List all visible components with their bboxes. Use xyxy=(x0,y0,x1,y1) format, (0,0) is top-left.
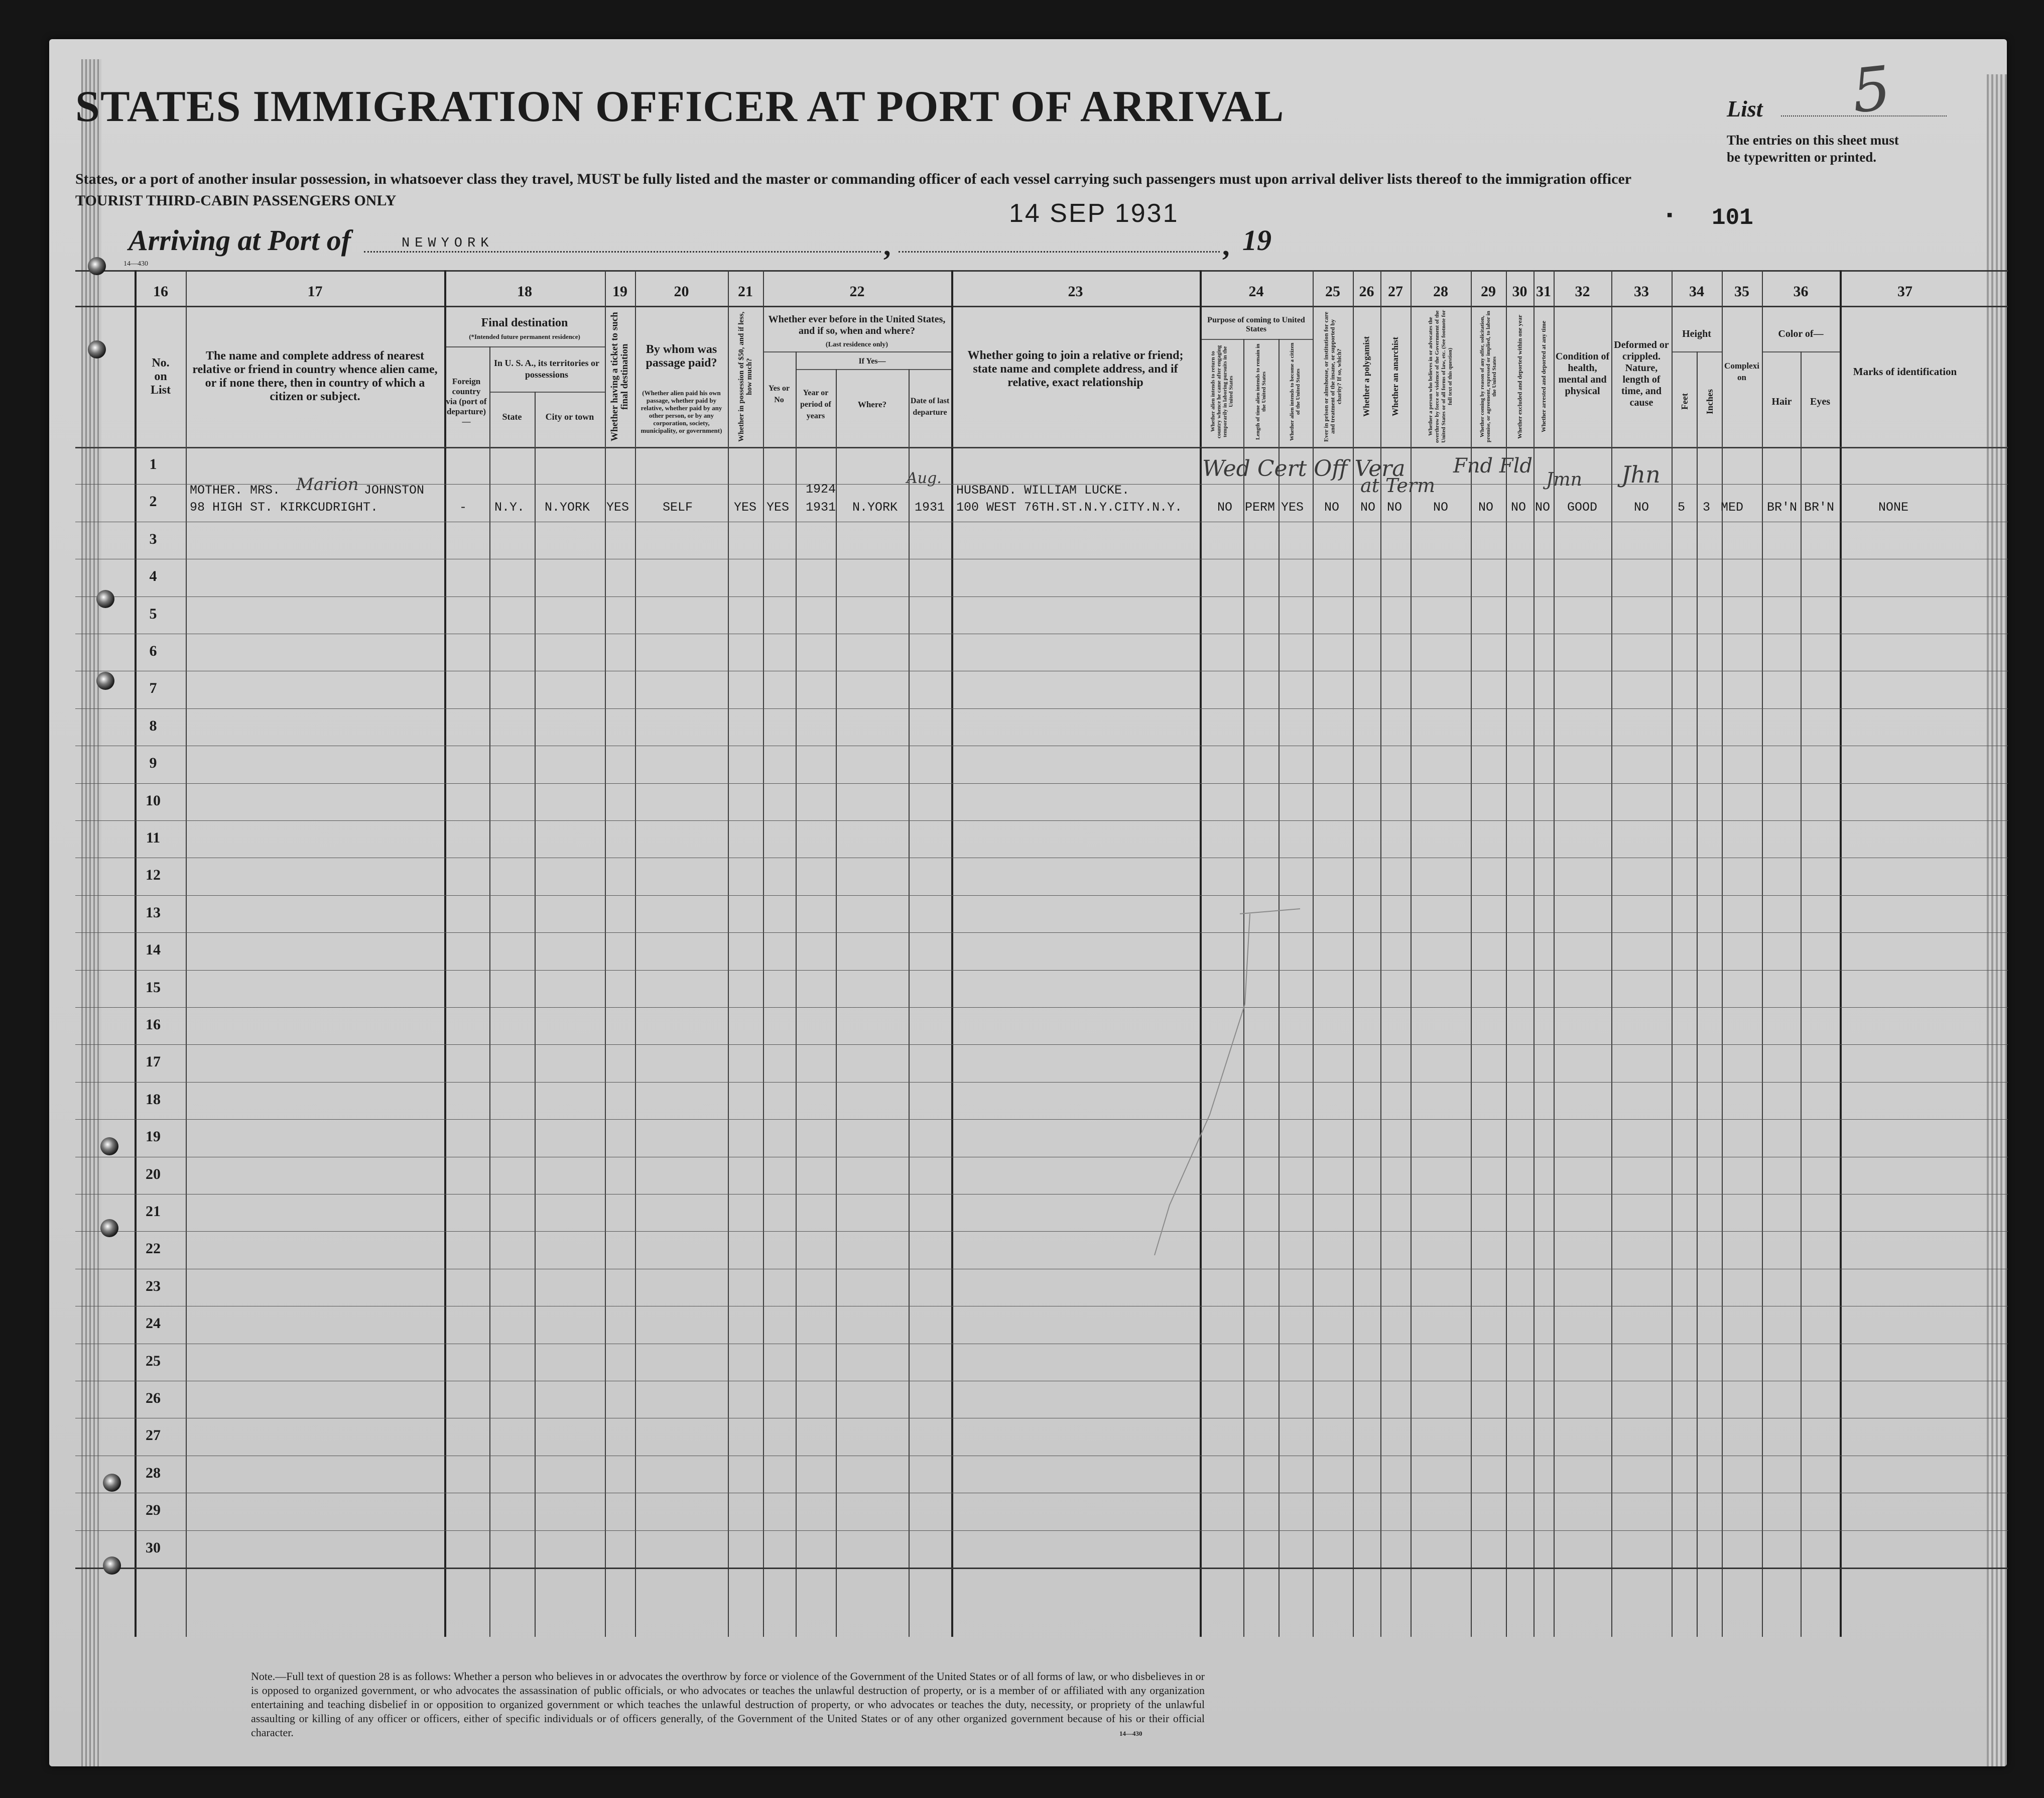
relative-handwritten-name: Marion xyxy=(296,474,359,495)
row-line xyxy=(75,1082,2008,1083)
header-money: Whether in possession of $50, and if less, how much? xyxy=(737,311,753,442)
header-color-of: Color of— xyxy=(1778,328,1824,339)
col-number-20: 20 xyxy=(674,283,689,300)
header-foreign-country: Foreign country via (port of departure)— xyxy=(446,377,487,426)
col-number-25: 25 xyxy=(1325,283,1340,300)
divider xyxy=(1200,339,1313,340)
header-feet: Feet xyxy=(1680,393,1690,410)
citizen-value: YES xyxy=(1281,500,1304,515)
header-where: Where? xyxy=(857,399,887,409)
row-number: 24 xyxy=(146,1315,161,1332)
row-number: 22 xyxy=(146,1240,161,1257)
divider xyxy=(836,369,837,447)
column-border xyxy=(605,270,606,1637)
column-border xyxy=(489,447,490,1637)
column-border xyxy=(909,447,910,1637)
row-line xyxy=(75,1530,2008,1531)
table-top-border xyxy=(75,270,2008,272)
row-number: 27 xyxy=(146,1427,161,1444)
divider xyxy=(489,392,605,393)
port-dotted-line xyxy=(364,251,881,253)
row-number: 2 xyxy=(149,493,157,510)
page-subtitle: States, or a port of another insular possession, in whatsoever class they travel, MUST be fully listed and the master or commanding officer of each vessel carrying such passengers must upon arrival deliver lists thereof to the immigration officer xyxy=(75,171,1632,187)
row-line xyxy=(75,1231,2008,1232)
excluded-value: NO xyxy=(1511,500,1526,515)
divider xyxy=(796,369,951,370)
header-in-usa: In U. S. A., its territories or possessions xyxy=(494,358,599,380)
col-number-19: 19 xyxy=(612,283,627,300)
row-number: 1 xyxy=(149,456,157,472)
row-number: 5 xyxy=(149,606,157,622)
column-border xyxy=(1697,447,1698,1637)
binder-hole xyxy=(88,257,106,275)
header-excluded: Whether excluded and deported within one year xyxy=(1516,314,1523,439)
header-city: City or town xyxy=(545,411,594,422)
row-number: 23 xyxy=(146,1278,161,1294)
col-number-37: 37 xyxy=(1897,283,1912,300)
header-no-on-list: No. on List xyxy=(150,356,171,397)
footnote-form-code: 14—430 xyxy=(1119,1730,1142,1737)
col-number-17: 17 xyxy=(307,283,323,300)
row-number: 15 xyxy=(146,979,161,996)
divider xyxy=(796,351,797,447)
column-border xyxy=(635,270,636,1637)
row-number: 17 xyxy=(146,1053,161,1070)
divider xyxy=(1243,339,1244,447)
page-title: STATES IMMIGRATION OFFICER AT PORT OF ARRIVAL xyxy=(75,82,1285,131)
column-border xyxy=(836,447,837,1637)
row-line xyxy=(75,708,2008,709)
row-number: 9 xyxy=(149,755,157,771)
binder-hole xyxy=(103,1474,121,1492)
col-number-22: 22 xyxy=(849,283,865,300)
header-deformed: Deformed or crippled. Nature, length of time, and cause xyxy=(1614,339,1669,408)
arrival-date-stamp: 14 SEP 1931 xyxy=(1009,199,1179,228)
row-line xyxy=(75,970,2008,971)
header-citizen-intent: Whether alien intends to become a citizen of the United States xyxy=(1289,342,1301,441)
col-number-36: 36 xyxy=(1793,283,1809,300)
column-border xyxy=(763,270,764,1637)
row-number: 29 xyxy=(146,1502,161,1518)
marks-value: NONE xyxy=(1878,500,1909,515)
offer-value: NO xyxy=(1478,500,1494,515)
col-number-28: 28 xyxy=(1433,283,1448,300)
relative-line1-a: MOTHER. MRS. xyxy=(190,483,281,498)
row-number: 19 xyxy=(146,1128,161,1145)
row-number: 4 xyxy=(149,568,157,584)
header-height: Height xyxy=(1682,328,1711,339)
comma-separator: , xyxy=(1222,229,1230,262)
header-year-period: Year or period of years xyxy=(800,388,831,420)
header-nearest-relative: The name and complete address of nearest relative or friend in country whence alien came, or if none there, then in country of which a citizen or subject. xyxy=(192,349,438,403)
header-hair: Hair xyxy=(1771,396,1792,407)
polygamist-value: NO xyxy=(1360,500,1376,515)
divider xyxy=(763,351,951,352)
column-border xyxy=(1611,270,1612,1637)
row-line xyxy=(75,1568,2008,1569)
header-if-yes: If Yes— xyxy=(858,356,886,366)
col-number-27: 27 xyxy=(1388,283,1403,300)
divider xyxy=(1697,351,1698,447)
years-first: 1924 xyxy=(806,482,836,497)
inches-value: 3 xyxy=(1703,500,1711,515)
header-eyes: Eyes xyxy=(1810,396,1830,407)
length-value: PERM xyxy=(1245,500,1275,515)
handwritten-annotation: Fnd Fld xyxy=(1453,454,1532,477)
header-offer: Whether coming by reason of any offer, solicitation, promise, or agreement, expressed or implied, to labor in the United States xyxy=(1479,311,1497,442)
divider xyxy=(489,346,490,447)
port-value: NEWYORK xyxy=(402,236,494,251)
col-number-29: 29 xyxy=(1481,283,1496,300)
row-number: 16 xyxy=(146,1016,161,1033)
col-number-30: 30 xyxy=(1512,283,1527,300)
binder-hole xyxy=(100,1219,118,1237)
col-number-21: 21 xyxy=(738,283,753,300)
handwritten-annotation: Jhn xyxy=(1621,461,1660,488)
header-final-destination: Final destination xyxy=(481,316,568,329)
row-number: 30 xyxy=(146,1539,161,1556)
foreign-via-value: - xyxy=(459,500,467,515)
header-return-intent: Whether alien intends to return to country whence he came after engaging temporarily in laboring pursuits in the United States xyxy=(1210,345,1234,438)
hair-value: BR'N xyxy=(1767,500,1798,515)
handwritten-annotation: Jmn xyxy=(1546,469,1582,490)
column-border xyxy=(951,270,953,1637)
binder-hole xyxy=(100,1137,118,1155)
city-value: N.YORK xyxy=(545,500,590,515)
header-length-stay: Length of time alien intends to remain in the United States xyxy=(1255,343,1267,440)
row-number: 10 xyxy=(146,792,161,809)
header-prison: Ever in prison or almshouse, or institution for care and treatment of the insane, or supported by charity? If so, which? xyxy=(1322,311,1343,442)
col-number-32: 32 xyxy=(1575,283,1590,300)
divider xyxy=(444,346,605,347)
column-border xyxy=(728,270,729,1637)
binder-hole xyxy=(96,590,114,608)
row-number: 7 xyxy=(149,680,157,696)
divider xyxy=(909,369,910,447)
column-border xyxy=(1534,270,1535,1637)
header-passage-paid: By whom was passage paid? xyxy=(646,343,717,370)
handwritten-annotation: at Term xyxy=(1360,474,1436,497)
paid-by-value: SELF xyxy=(663,500,693,515)
col-number-18: 18 xyxy=(517,283,532,300)
date-dotted-line xyxy=(899,251,1220,253)
list-number: 5 xyxy=(1848,53,1894,127)
row-number: 14 xyxy=(146,941,161,958)
footnote-question-28: Note.—Full text of question 28 is as follows: Whether a person who believes in or advocates the overthrow by force or violence of the Government of the United States or of all forms of law, or who disbelieves in or is opposed to organized government, or who advocates the assassination of public officials, or who advocates or teaches the unlawful destruction of property, or is a member of or affiliated with any organization entertaining and teaching disbelief in or opposition to organized government or which teaches the unlawful destruction of property, or who advocates or teaches the duty, necessity, or propriety of the unlawful assaulting or killing of any officer or officers, either of specific individuals or of officers generally, of the Government of the United States or of any other organized government because of his or their official character. xyxy=(251,1670,1205,1739)
header-overthrow: Whether a person who believes in or advocates the overthrow by force or violence of the Government of the United States or of all forms of law, etc. (See footnote for full text of this question) xyxy=(1428,310,1453,443)
header-going-to-join: Whether going to join a relative or friend; state name and complete address, and if relative, exact relationship xyxy=(967,348,1184,389)
column-border xyxy=(1762,270,1763,1637)
pencil-stroke xyxy=(1079,854,1330,1265)
row-number: 12 xyxy=(146,867,161,883)
deformed-value: NO xyxy=(1634,500,1649,515)
sheet-number: 101 xyxy=(1712,205,1753,231)
header-arrested: Whether arrested and deported at any time xyxy=(1540,320,1547,433)
col-number-23: 23 xyxy=(1068,283,1083,300)
column-border xyxy=(1722,270,1723,1637)
entries-instruction: The entries on this sheet must be typewritten or printed. xyxy=(1727,133,1899,165)
money-value: YES xyxy=(734,500,757,515)
row-number: 28 xyxy=(146,1465,161,1481)
header-final-destination-note: (*Intended future permanent residence) xyxy=(469,332,580,340)
divider xyxy=(1279,339,1280,447)
binder-hole xyxy=(103,1556,121,1575)
header-polygamist: Whether a polygamist xyxy=(1361,336,1371,417)
header-ever-before-note: (Last residence only) xyxy=(825,340,888,348)
row-number: 3 xyxy=(149,531,157,547)
column-border xyxy=(1672,270,1673,1637)
prison-value: NO xyxy=(1324,500,1340,515)
row-number: 11 xyxy=(146,829,161,846)
divider xyxy=(1801,351,1802,447)
divider xyxy=(535,392,536,447)
header-marks: Marks of identification xyxy=(1853,365,1957,378)
before-us-value: YES xyxy=(766,500,790,515)
column-border xyxy=(444,270,446,1637)
header-ever-before: Whether ever before in the United States, and if so, when and where? xyxy=(768,313,946,336)
header-anarchist: Whether an anarchist xyxy=(1390,336,1400,417)
years-second: 1931 xyxy=(806,500,836,515)
column-border xyxy=(186,270,187,1637)
return-value: NO xyxy=(1217,500,1233,515)
header-inches: Inches xyxy=(1705,389,1715,415)
row-number: 21 xyxy=(146,1203,161,1220)
header-ticket: Whether having a ticket to such final destination xyxy=(609,312,630,441)
anarchist-value: NO xyxy=(1387,500,1402,515)
row-line xyxy=(75,596,2008,597)
header-passage-paid-note: (Whether alien paid his own passage, whether paid by relative, whether paid by any other person, or by any corporation, society, municipality, or government) xyxy=(641,389,722,434)
ticket-value: YES xyxy=(606,500,629,515)
where-value: N.YORK xyxy=(852,500,898,515)
col-number-16: 16 xyxy=(153,283,168,300)
col-number-24: 24 xyxy=(1248,283,1264,300)
row-number: 8 xyxy=(149,717,157,734)
stacked-pages-left-edge xyxy=(81,59,101,1766)
stamp-mark: ▪ xyxy=(1667,206,1673,224)
row-line xyxy=(75,895,2008,896)
row-number: 6 xyxy=(149,643,157,659)
join-relative-line2: 100 WEST 76TH.ST.N.Y.CITY.N.Y. xyxy=(956,500,1183,515)
comma-separator: , xyxy=(883,229,891,262)
row-line xyxy=(75,1044,2008,1045)
row-line xyxy=(75,820,2008,821)
arrested-value: NO xyxy=(1535,500,1551,515)
column-border xyxy=(1801,447,1802,1637)
row-line xyxy=(75,1119,2008,1120)
list-label: List xyxy=(1727,96,1763,122)
header-state: State xyxy=(502,411,522,422)
departure-year: 1931 xyxy=(915,500,945,515)
eyes-value: BR'N xyxy=(1804,500,1835,515)
relative-address: 98 HIGH ST. KIRKCUDRIGHT. xyxy=(190,500,378,515)
complexion-value: MED xyxy=(1721,500,1744,515)
join-relative-line1: HUSBAND. WILLIAM LUCKE. xyxy=(956,483,1130,498)
handwritten-annotation: Wed Cert Off Vera xyxy=(1202,456,1406,482)
stacked-pages-right-edge xyxy=(1987,74,2007,1766)
form-code-top: 14—430 xyxy=(123,260,148,268)
row-line xyxy=(75,783,2008,784)
col-number-33: 33 xyxy=(1634,283,1649,300)
feet-value: 5 xyxy=(1678,500,1686,515)
state-value: N.Y. xyxy=(494,500,525,515)
header-purpose: Purpose of coming to United States xyxy=(1207,316,1305,333)
col-number-35: 35 xyxy=(1734,283,1749,300)
arriving-label: Arriving at Port of xyxy=(129,224,351,257)
col-number-31: 31 xyxy=(1536,283,1551,300)
column-border xyxy=(796,447,797,1637)
departure-month-handwritten: Aug. xyxy=(907,469,942,487)
overthrow-value: NO xyxy=(1433,500,1449,515)
year-prefix: 19 xyxy=(1242,224,1271,257)
column-border xyxy=(1840,270,1842,1637)
row-line xyxy=(75,1007,2008,1008)
col-number-26: 26 xyxy=(1359,283,1374,300)
binder-hole xyxy=(88,340,106,358)
header-yes-no: Yes or No xyxy=(768,384,790,404)
binder-hole xyxy=(96,672,114,690)
column-border xyxy=(535,447,536,1637)
passenger-class-line: TOURIST THIRD-CABIN PASSENGERS ONLY xyxy=(75,192,397,209)
health-value: GOOD xyxy=(1567,500,1598,515)
row-number: 18 xyxy=(146,1091,161,1108)
header-complexion: Complexion xyxy=(1724,361,1759,382)
row-number: 13 xyxy=(146,904,161,921)
column-number-border xyxy=(75,306,2008,307)
header-date-departure: Date of last departure xyxy=(910,397,950,417)
col-number-34: 34 xyxy=(1689,283,1704,300)
relative-line1-b: JOHNSTON xyxy=(364,483,425,498)
row-line xyxy=(75,932,2008,933)
header-health: Condition of health, mental and physical xyxy=(1555,351,1610,397)
row-number: 25 xyxy=(146,1353,161,1369)
row-number: 26 xyxy=(146,1390,161,1406)
row-number: 20 xyxy=(146,1166,161,1182)
